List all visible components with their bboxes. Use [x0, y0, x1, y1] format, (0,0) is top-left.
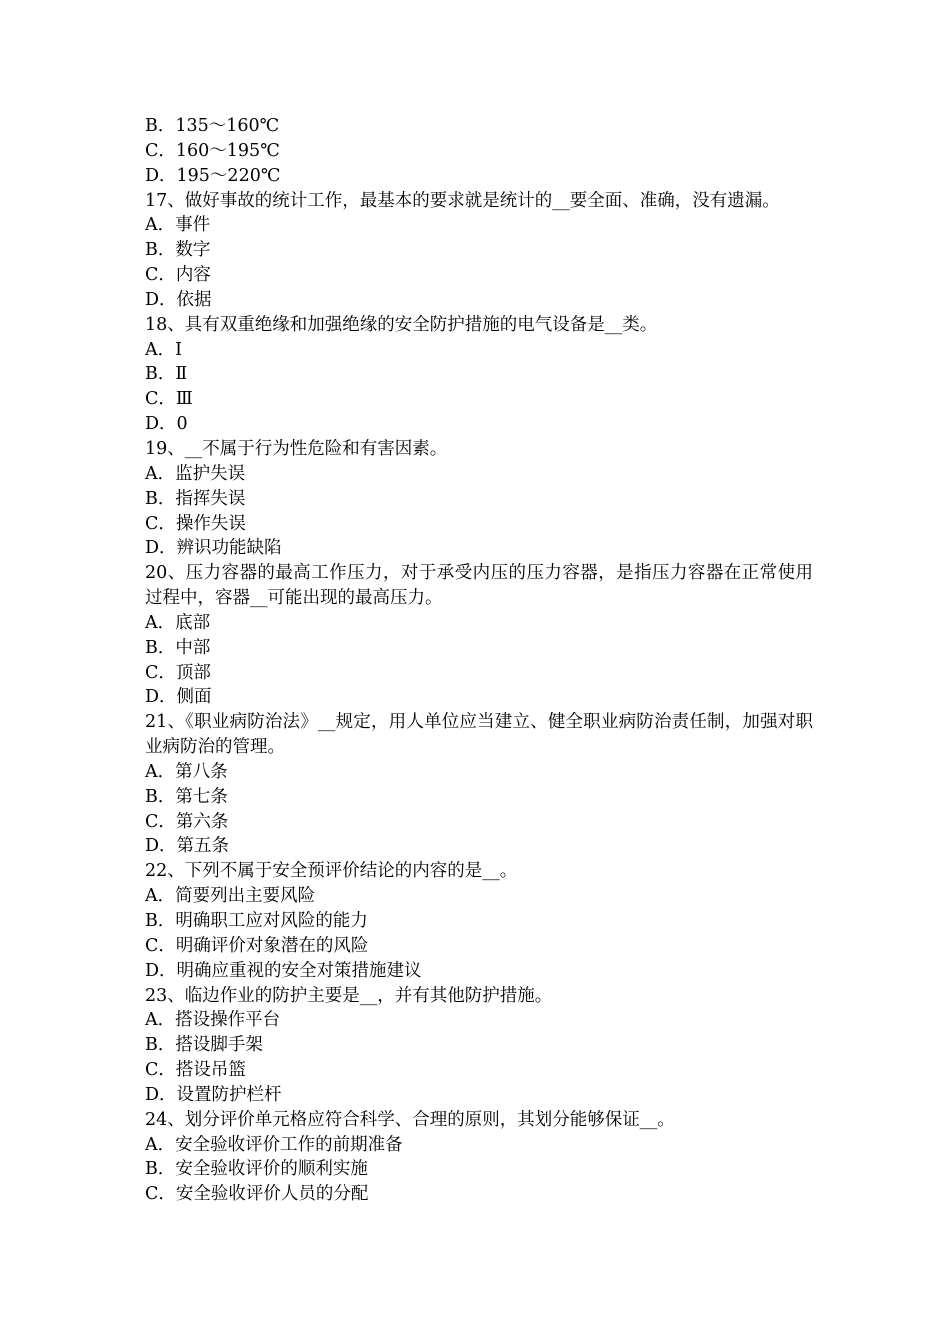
answer-option: C．搭设吊篮 — [145, 1060, 246, 1081]
answer-option: A．底部 — [145, 612, 211, 633]
question-stem: 22、下列不属于安全预评价结论的内容的是__。 — [145, 861, 518, 882]
answer-option: D．明确应重视的安全对策措施建议 — [145, 960, 422, 981]
answer-option: B．135～160℃ — [145, 116, 280, 136]
answer-option: B．数字 — [145, 240, 211, 261]
answer-option: D．第五条 — [145, 836, 230, 857]
answer-option: B．指挥失误 — [145, 488, 246, 509]
answer-option: C．操作失误 — [145, 513, 246, 534]
answer-option: C．顶部 — [145, 662, 211, 683]
answer-option: A．事件 — [145, 215, 211, 236]
answer-option: C．内容 — [145, 265, 211, 286]
answer-option: D．辨识功能缺陷 — [145, 538, 282, 559]
answer-option: D．依据 — [145, 289, 212, 310]
answer-option: A．简要列出主要风险 — [145, 886, 316, 907]
answer-option: D．设置防护栏杆 — [145, 1084, 282, 1105]
answer-option: C．160～195℃ — [145, 140, 280, 161]
answer-option: C．第六条 — [145, 811, 229, 832]
answer-option: B．Ⅱ — [145, 364, 188, 385]
answer-option: D．195～220℃ — [145, 165, 281, 186]
answer-option: A．第八条 — [145, 761, 228, 782]
answer-option: A．监护失误 — [145, 463, 246, 484]
question-stem: 19、__不属于行为性危险和有害因素。 — [145, 438, 448, 459]
answer-option: B．中部 — [145, 637, 211, 658]
answer-option: C．明确评价对象潜在的风险 — [145, 935, 369, 956]
answer-option: B．第七条 — [145, 786, 228, 807]
answer-option: D．0 — [145, 414, 188, 435]
answer-option: A．安全验收评价工作的前期准备 — [145, 1134, 403, 1155]
question-stem: 17、做好事故的统计工作，最基本的要求就是统计的__要全面、准确，没有遗漏。 — [145, 190, 780, 211]
question-stem: 21、《职业病防治法》__规定，用人单位应当建立、健全职业病防治责任制，加强对职业病防治的管理。 — [145, 712, 813, 758]
answer-option: B．明确职工应对风险的能力 — [145, 911, 368, 931]
answer-option: C．Ⅲ — [145, 389, 193, 410]
answer-option: A．搭设操作平台 — [145, 1010, 281, 1031]
question-stem: 24、划分评价单元格应符合科学、合理的原则，其划分能够保证__。 — [145, 1109, 675, 1130]
exam-question-list — [145, 114, 813, 1207]
answer-option: A．Ⅰ — [145, 339, 183, 360]
question-stem: 18、具有双重绝缘和加强绝缘的安全防护措施的电气设备是__类。 — [145, 314, 658, 335]
answer-option: B．搭设脚手架 — [145, 1035, 263, 1056]
answer-option: D．侧面 — [145, 687, 212, 708]
question-stem: 23、临边作业的防护主要是__，并有其他防护措施。 — [145, 985, 553, 1006]
answer-option: C．安全验收评价人员的分配 — [145, 1184, 369, 1205]
question-stem: 20、压力容器的最高工作压力，对于承受内压的压力容器，是指压力容器在正常使用过程中，容器__可能出现的最高压力。 — [145, 563, 813, 609]
answer-option: B．安全验收评价的顺利实施 — [145, 1159, 368, 1180]
